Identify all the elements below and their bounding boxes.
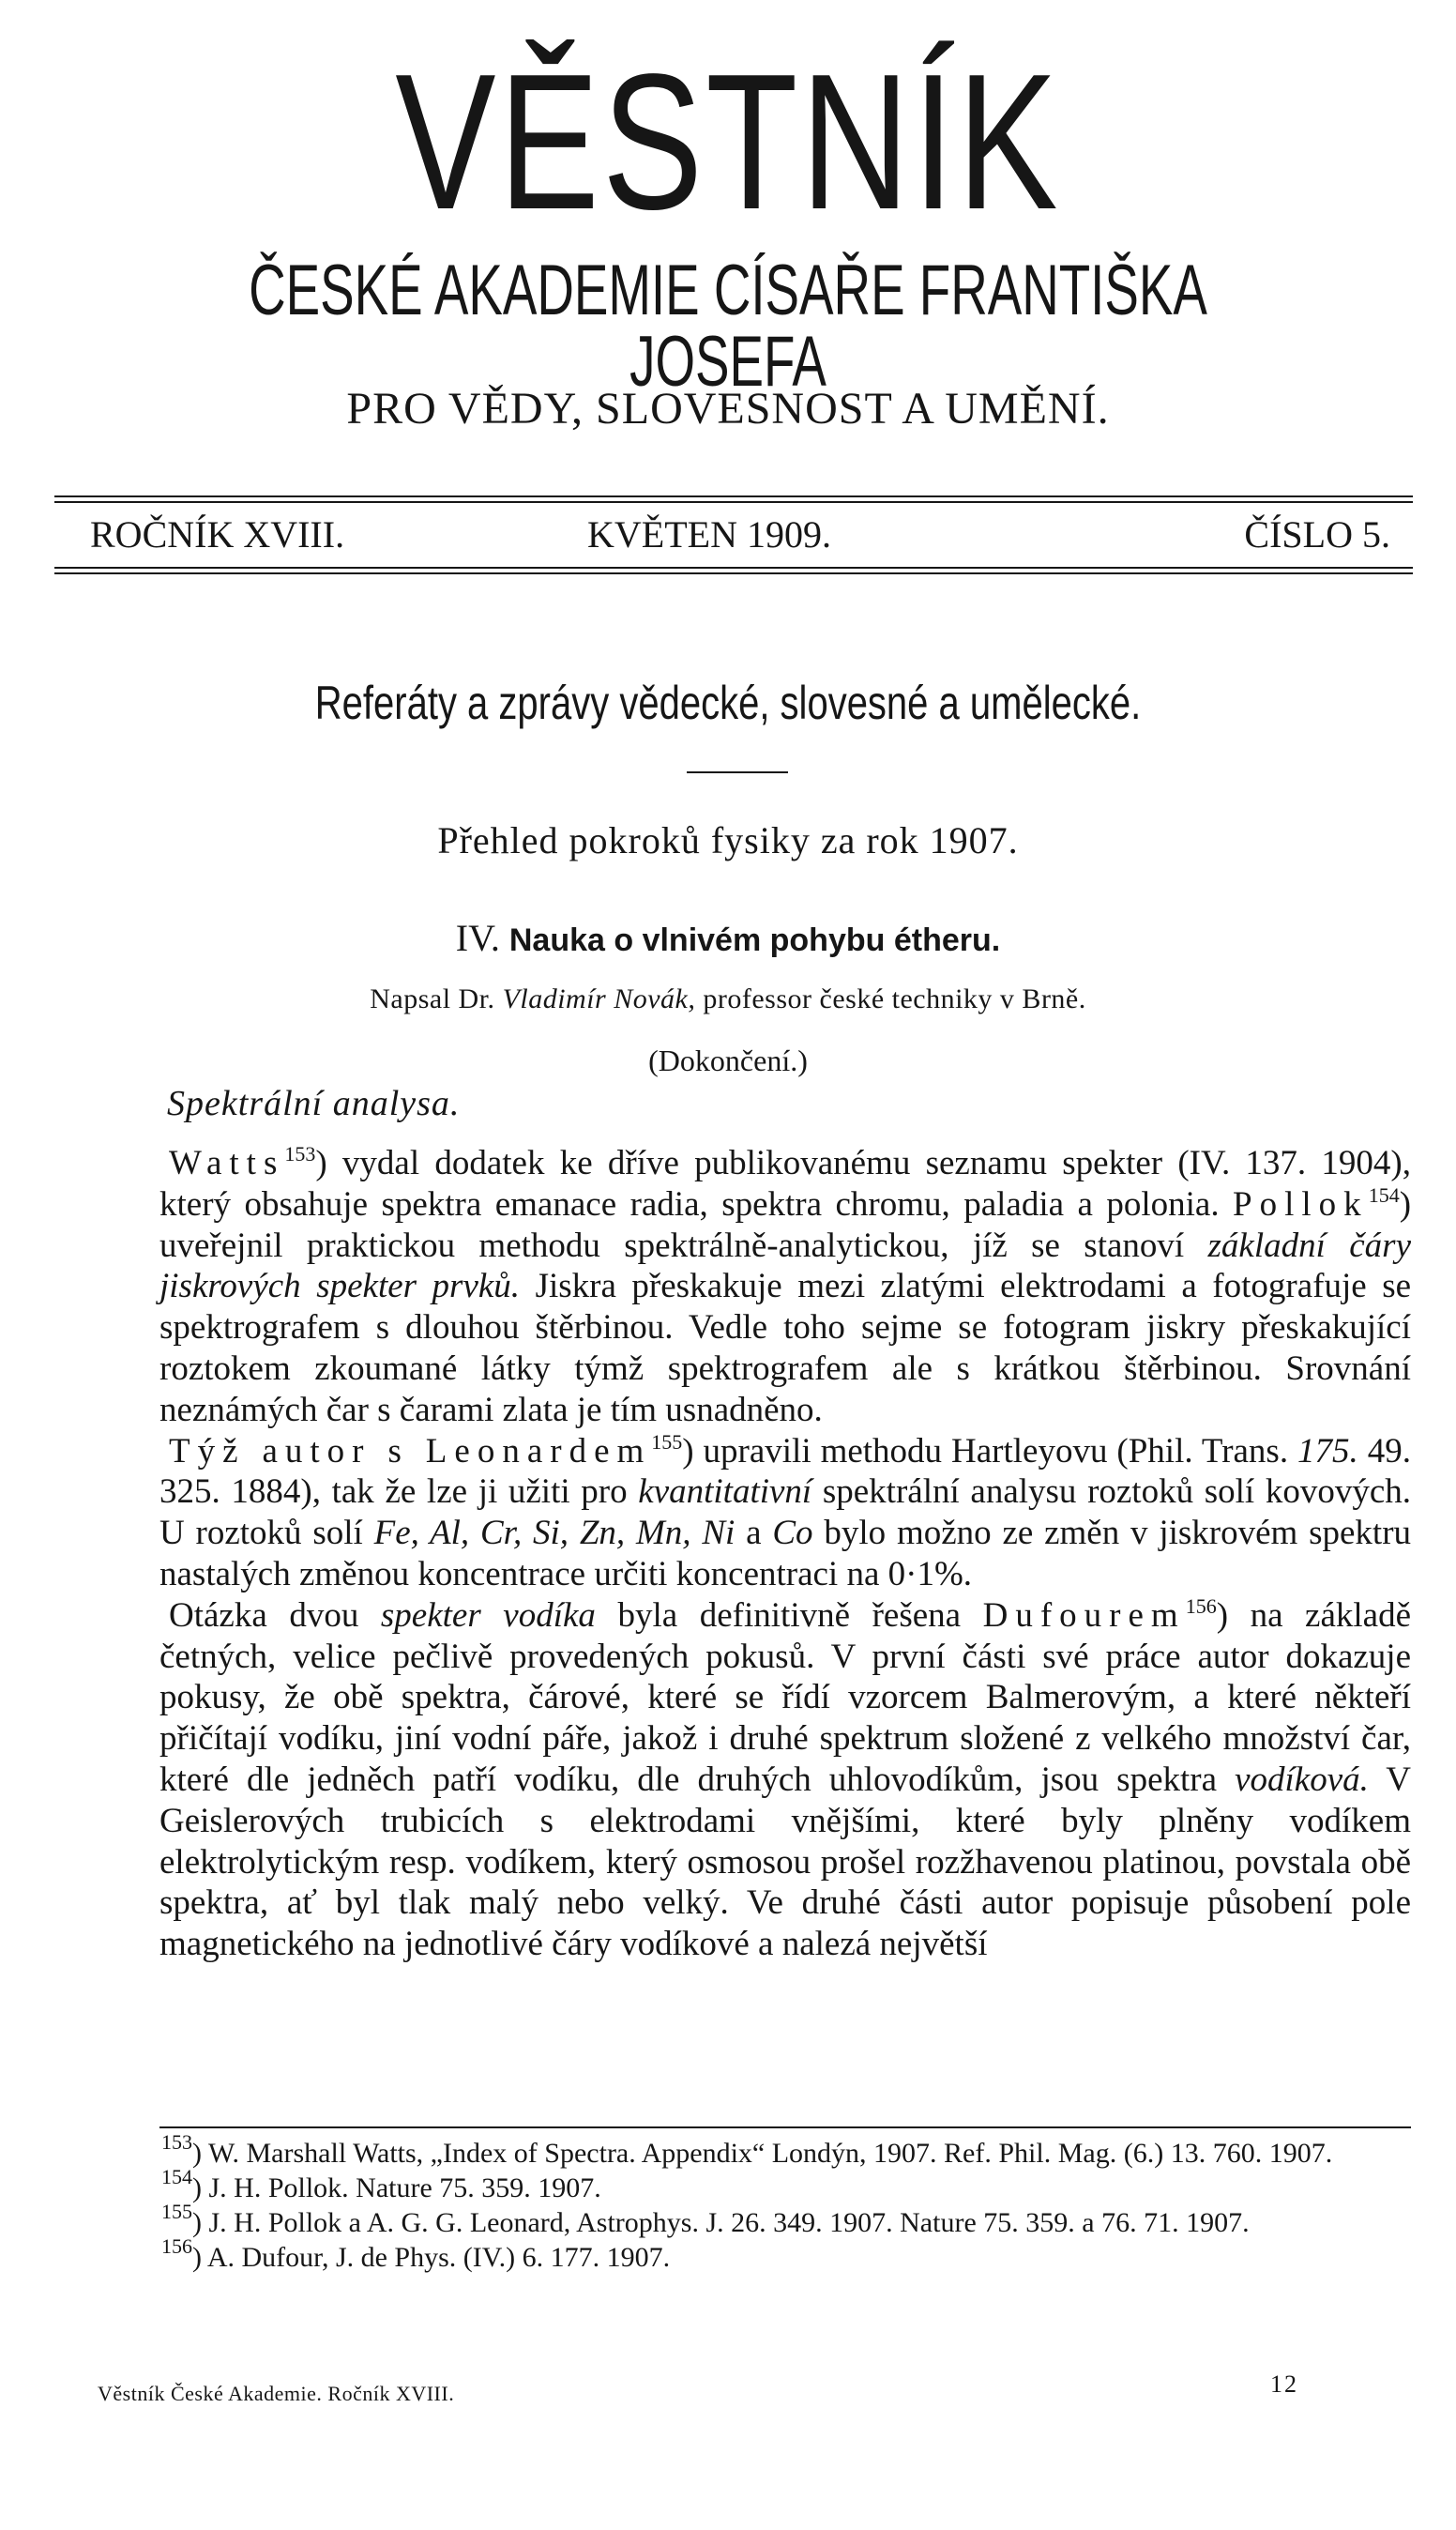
section-title: Referáty a zprávy vědecké, slovesné a umělecké. [314, 677, 1142, 729]
header-rule-bottom-2 [54, 572, 1413, 574]
paragraph-text: bylo možno ze změn v jiskrovém spektru nastalých změnou koncentrace určiti koncentraci na 0·1%. [159, 1514, 1412, 1593]
footnotes [53, 2130, 1411, 2275]
series-title: Přehled pokroků fysiky za rok 1907. [437, 819, 1019, 861]
author-name-pollok: Pollok [1233, 1184, 1369, 1224]
footnote-154 [53, 2165, 1411, 2205]
author-suffix: professor české techniky v Brně. [703, 983, 1086, 1014]
header-rule-bottom [54, 567, 1413, 569]
footnote-rule [159, 2126, 1411, 2128]
issue-number: ČÍSLO 5. [1244, 513, 1390, 556]
masthead-title: VĚSTNÍK [395, 34, 1061, 250]
footnote-number: 156 [161, 2234, 192, 2258]
footnote-text: ) J. H. Pollok. Nature 75. 359. 1907. [192, 2172, 601, 2203]
author-line [0, 983, 1456, 1015]
academy-name: ČESKÉ AKADEMIE CÍSAŘE FRANTIŠKA JOSEFA [249, 251, 1207, 402]
paragraph-leonard [159, 1431, 1411, 1595]
paragraph-text: ) vydal dodatek ke dříve publikovanému seznamu spekter (IV. 137. 1904), který obsahuje spektra emanace radia, spektra chromu, paladia a polonia. [159, 1144, 1411, 1224]
footnote-155 [53, 2200, 1411, 2240]
footnote-text: ) J. H. Pollok a A. G. G. Leonard, Astrophys. J. 26. 349. 1907. Nature 75. 359. a 76. 71. 1907. [192, 2207, 1250, 2238]
header-rule-top [54, 495, 1413, 497]
section-divider [687, 771, 788, 773]
paragraph-text: spektrální analysu roztoků solí kovových. U roztoků solí [159, 1472, 1411, 1553]
footnote-ref-153[interactable]: 153 [284, 1142, 316, 1166]
emphasis-text: spekter vodíka [380, 1595, 596, 1635]
author-name-watts: Watts [169, 1144, 285, 1182]
emphasis-text: kvantitativní [638, 1472, 812, 1512]
running-footer: Věstník České Akademie. Ročník XVIII. [98, 2382, 455, 2405]
paragraph-dufour [159, 1595, 1411, 1965]
header-rule-top-2 [54, 501, 1413, 503]
footnote-153 [53, 2130, 1411, 2171]
footnote-number: 155 [161, 2200, 192, 2223]
paragraph-text: Jiskra přeskakuje mezi zlatými elektrodami a fotografuje se spektrografem s dlouhou štěrbinou. Vedle toho sejme se fotogram jiskry přeskakující roztokem zkoumané látky týmž spektrografem ale s krátkou štěrbinou. Srovnání neznámých čar s čarami zlata je tím usnadněno. [159, 1267, 1412, 1429]
paragraph-text: ) upravili methodu Hartleyovu (Phil. Trans. [682, 1431, 1289, 1471]
author-name-leonard: Týž autor s Leonardem [169, 1431, 652, 1471]
volume-label: ROČNÍK XVIII. [90, 513, 345, 556]
paragraph-text: V Geislerových trubicích s elektrodami vnějšími, které byly plněny vodíkem elektrolytickým resp. vodíkem, který osmosou prošel rozžhavenou platinou, povstala obě spektra, ať byl tlak malý nebo velký. Ve druhé části autor popisuje působení pole magnetického na jednotlivé čáry vodíkové a nalezá největší [159, 1760, 1412, 1964]
author-prefix: Napsal Dr. [370, 983, 495, 1014]
emphasis-text: základní čáry jiskrových spekter prvků. [159, 1226, 1411, 1306]
footnote-number: 153 [161, 2130, 192, 2154]
conjunction: a [746, 1514, 762, 1553]
paragraph-text: byla definitivně řešena [617, 1595, 962, 1635]
issue-date: KVĚTEN 1909. [587, 513, 831, 556]
element-list: Fe, Al, Cr, Si, Zn, Mn, Ni [373, 1514, 736, 1553]
part-number: IV. [455, 917, 500, 959]
emphasis-text: vodíková. [1235, 1760, 1369, 1799]
author-name-dufour: Dufourem [982, 1595, 1186, 1635]
paragraph-text: ) na základě četných, velice pečlivě provedených pokusů. V první části své práce autor dokazuje pokusy, že obě spektra, čárové, které se řídí vzorcem Balmerovým, a které někteří přičítají vodíku, jiní vodní páře, jakož i druhé spektrum složené z velkého množství čar, které dle jedněch patří vodíku, dle druhých uhlovodíkům, jsou spektra [159, 1595, 1412, 1799]
continuation-note: (Dokončení.) [648, 1044, 808, 1077]
footnote-text: ) A. Dufour, J. de Phys. (IV.) 6. 177. 1907. [192, 2242, 671, 2273]
issue-info-row [90, 512, 1390, 561]
footnote-ref-154[interactable]: 154 [1368, 1182, 1400, 1207]
paragraph-watts [159, 1143, 1411, 1431]
page-number: 12 [1270, 2370, 1298, 2398]
article-body [159, 1143, 1411, 1965]
part-heading [0, 916, 1456, 960]
footnote-number: 154 [161, 2165, 192, 2188]
footnote-156 [53, 2234, 1411, 2275]
academy-subtitle: PRO VĚDY, SLOVESNOST A UMĚNÍ. [346, 384, 1110, 434]
footnote-ref-155[interactable]: 155 [651, 1429, 683, 1454]
paragraph-text: Otázka dvou [169, 1595, 359, 1635]
subsection-heading: Spektrální analysa. [167, 1084, 461, 1123]
footnote-text: ) W. Marshall Watts, „Index of Spectra. Appendix“ Londýn, 1907. Ref. Phil. Mag. (6.) 13. 760. 1907. [192, 2138, 1333, 2169]
paragraph-text: 49. 325. 1884), tak že lze ji užiti pro [159, 1431, 1411, 1512]
element-cobalt: Co [772, 1514, 813, 1553]
volume-number: 175. [1297, 1431, 1358, 1471]
footnote-ref-156[interactable]: 156 [1185, 1593, 1217, 1618]
paragraph-text: ) uveřejnil praktickou methodu spektrálně-analytickou, jíž se stanoví [159, 1184, 1412, 1265]
part-title: Nauka o vlnivém pohybu étheru. [508, 922, 1001, 958]
author-name: Vladimír Novák, [502, 983, 696, 1014]
